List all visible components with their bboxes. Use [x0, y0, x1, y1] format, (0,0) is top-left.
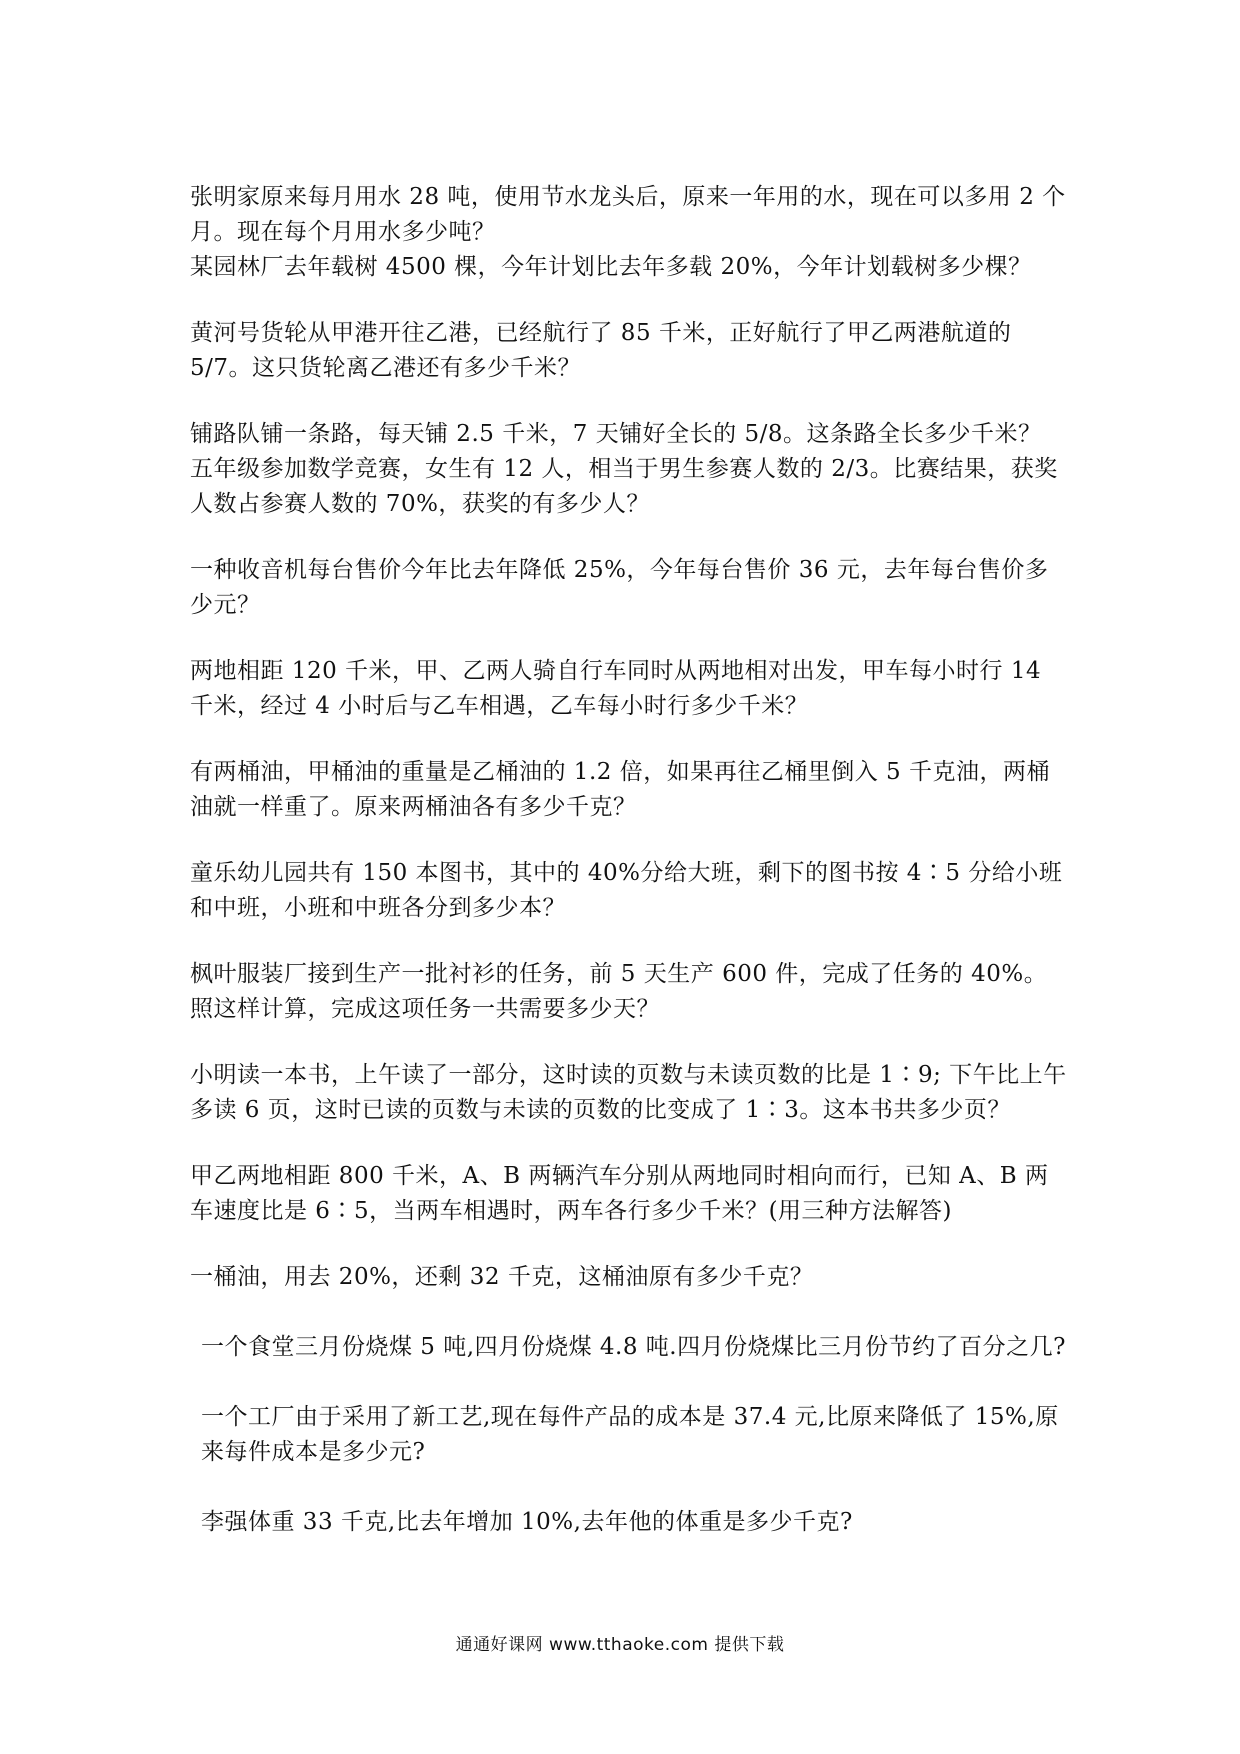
problem-11: 小明读一本书，上午读了一部分，这时读的页数与未读页数的比是 1∶9; 下午比上午多读 6 页，这时已读的页数与未读的页数的比变成了 1∶3。这本书共多少页？ [190, 1062, 1067, 1123]
problem-15: 一个工厂由于采用了新工艺,现在每件产品的成本是 37.4 元,比原来降低了 15%,原来每件成本是多少元? [201, 1404, 1059, 1465]
problem-7: 两地相距 120 千米，甲、乙两人骑自行车同时从两地相对出发，甲车每小时行 14 千米，经过 4 小时后与乙车相遇，乙车每小时行多少千米？ [190, 658, 1042, 719]
problem-10: 枫叶服装厂接到生产一批衬衫的任务，前 5 天生产 600 件，完成了任务的 40%。照这样计算，完成这项任务一共需要多少天？ [190, 961, 1048, 1022]
problem-8: 有两桶油，甲桶油的重量是乙桶油的 1.2 倍，如果再往乙桶里倒入 5 千克油，两桶油就一样重了。原来两桶油各有多少千克？ [190, 759, 1050, 820]
problem-13: 一桶油，用去 20%，还剩 32 千克，这桶油原有多少千克？ [190, 1264, 814, 1290]
problem-4: 铺路队铺一条路，每天铺 2.5 千米，7 天铺好全长的 5/8。这条路全长多少千米？ [190, 421, 1042, 447]
problem-6: 一种收音机每台售价今年比去年降低 25%，今年每台售价 36 元，去年每台售价多少元？ [190, 557, 1049, 618]
problem-12: 甲乙两地相距 800 千米，A、B 两辆汽车分别从两地同时相向而行，已知 A、B 两车速度比是 6∶5，当两车相遇时，两车各行多少千米？(用三种方法解答) [190, 1163, 1049, 1224]
problem-3: 黄河号货轮从甲港开往乙港，已经航行了 85 千米，正好航行了甲乙两港航道的 5/7。这只货轮离乙港还有多少千米？ [190, 320, 1012, 381]
problem-1: 张明家原来每月用水 28 吨，使用节水龙头后，原来一年用的水，现在可以多用 2 个月。现在每个月用水多少吨？ [190, 184, 1066, 245]
problem-2: 某园林厂去年载树 4500 棵，今年计划比去年多载 20%，今年计划载树多少棵？ [190, 254, 1032, 280]
page-footer: 通通好课网 www.tthaoke.com 提供下载 [455, 1635, 785, 1655]
problem-14: 一个食堂三月份烧煤 5 吨,四月份烧煤 4.8 吨.四月份烧煤比三月份节约了百分之几? [201, 1334, 1066, 1360]
problem-9: 童乐幼儿园共有 150 本图书，其中的 40%分给大班，剩下的图书按 4∶5 分给小班和中班，小班和中班各分到多少本？ [190, 860, 1063, 921]
problem-16: 李强体重 33 千克,比去年增加 10%,去年他的体重是多少千克? [201, 1509, 853, 1535]
problem-list [190, 180, 1070, 1540]
problem-5: 五年级参加数学竞赛，女生有 12 人，相当于男生参赛人数的 2/3。比赛结果，获奖人数占参赛人数的 70%，获奖的有多少人？ [190, 456, 1058, 517]
